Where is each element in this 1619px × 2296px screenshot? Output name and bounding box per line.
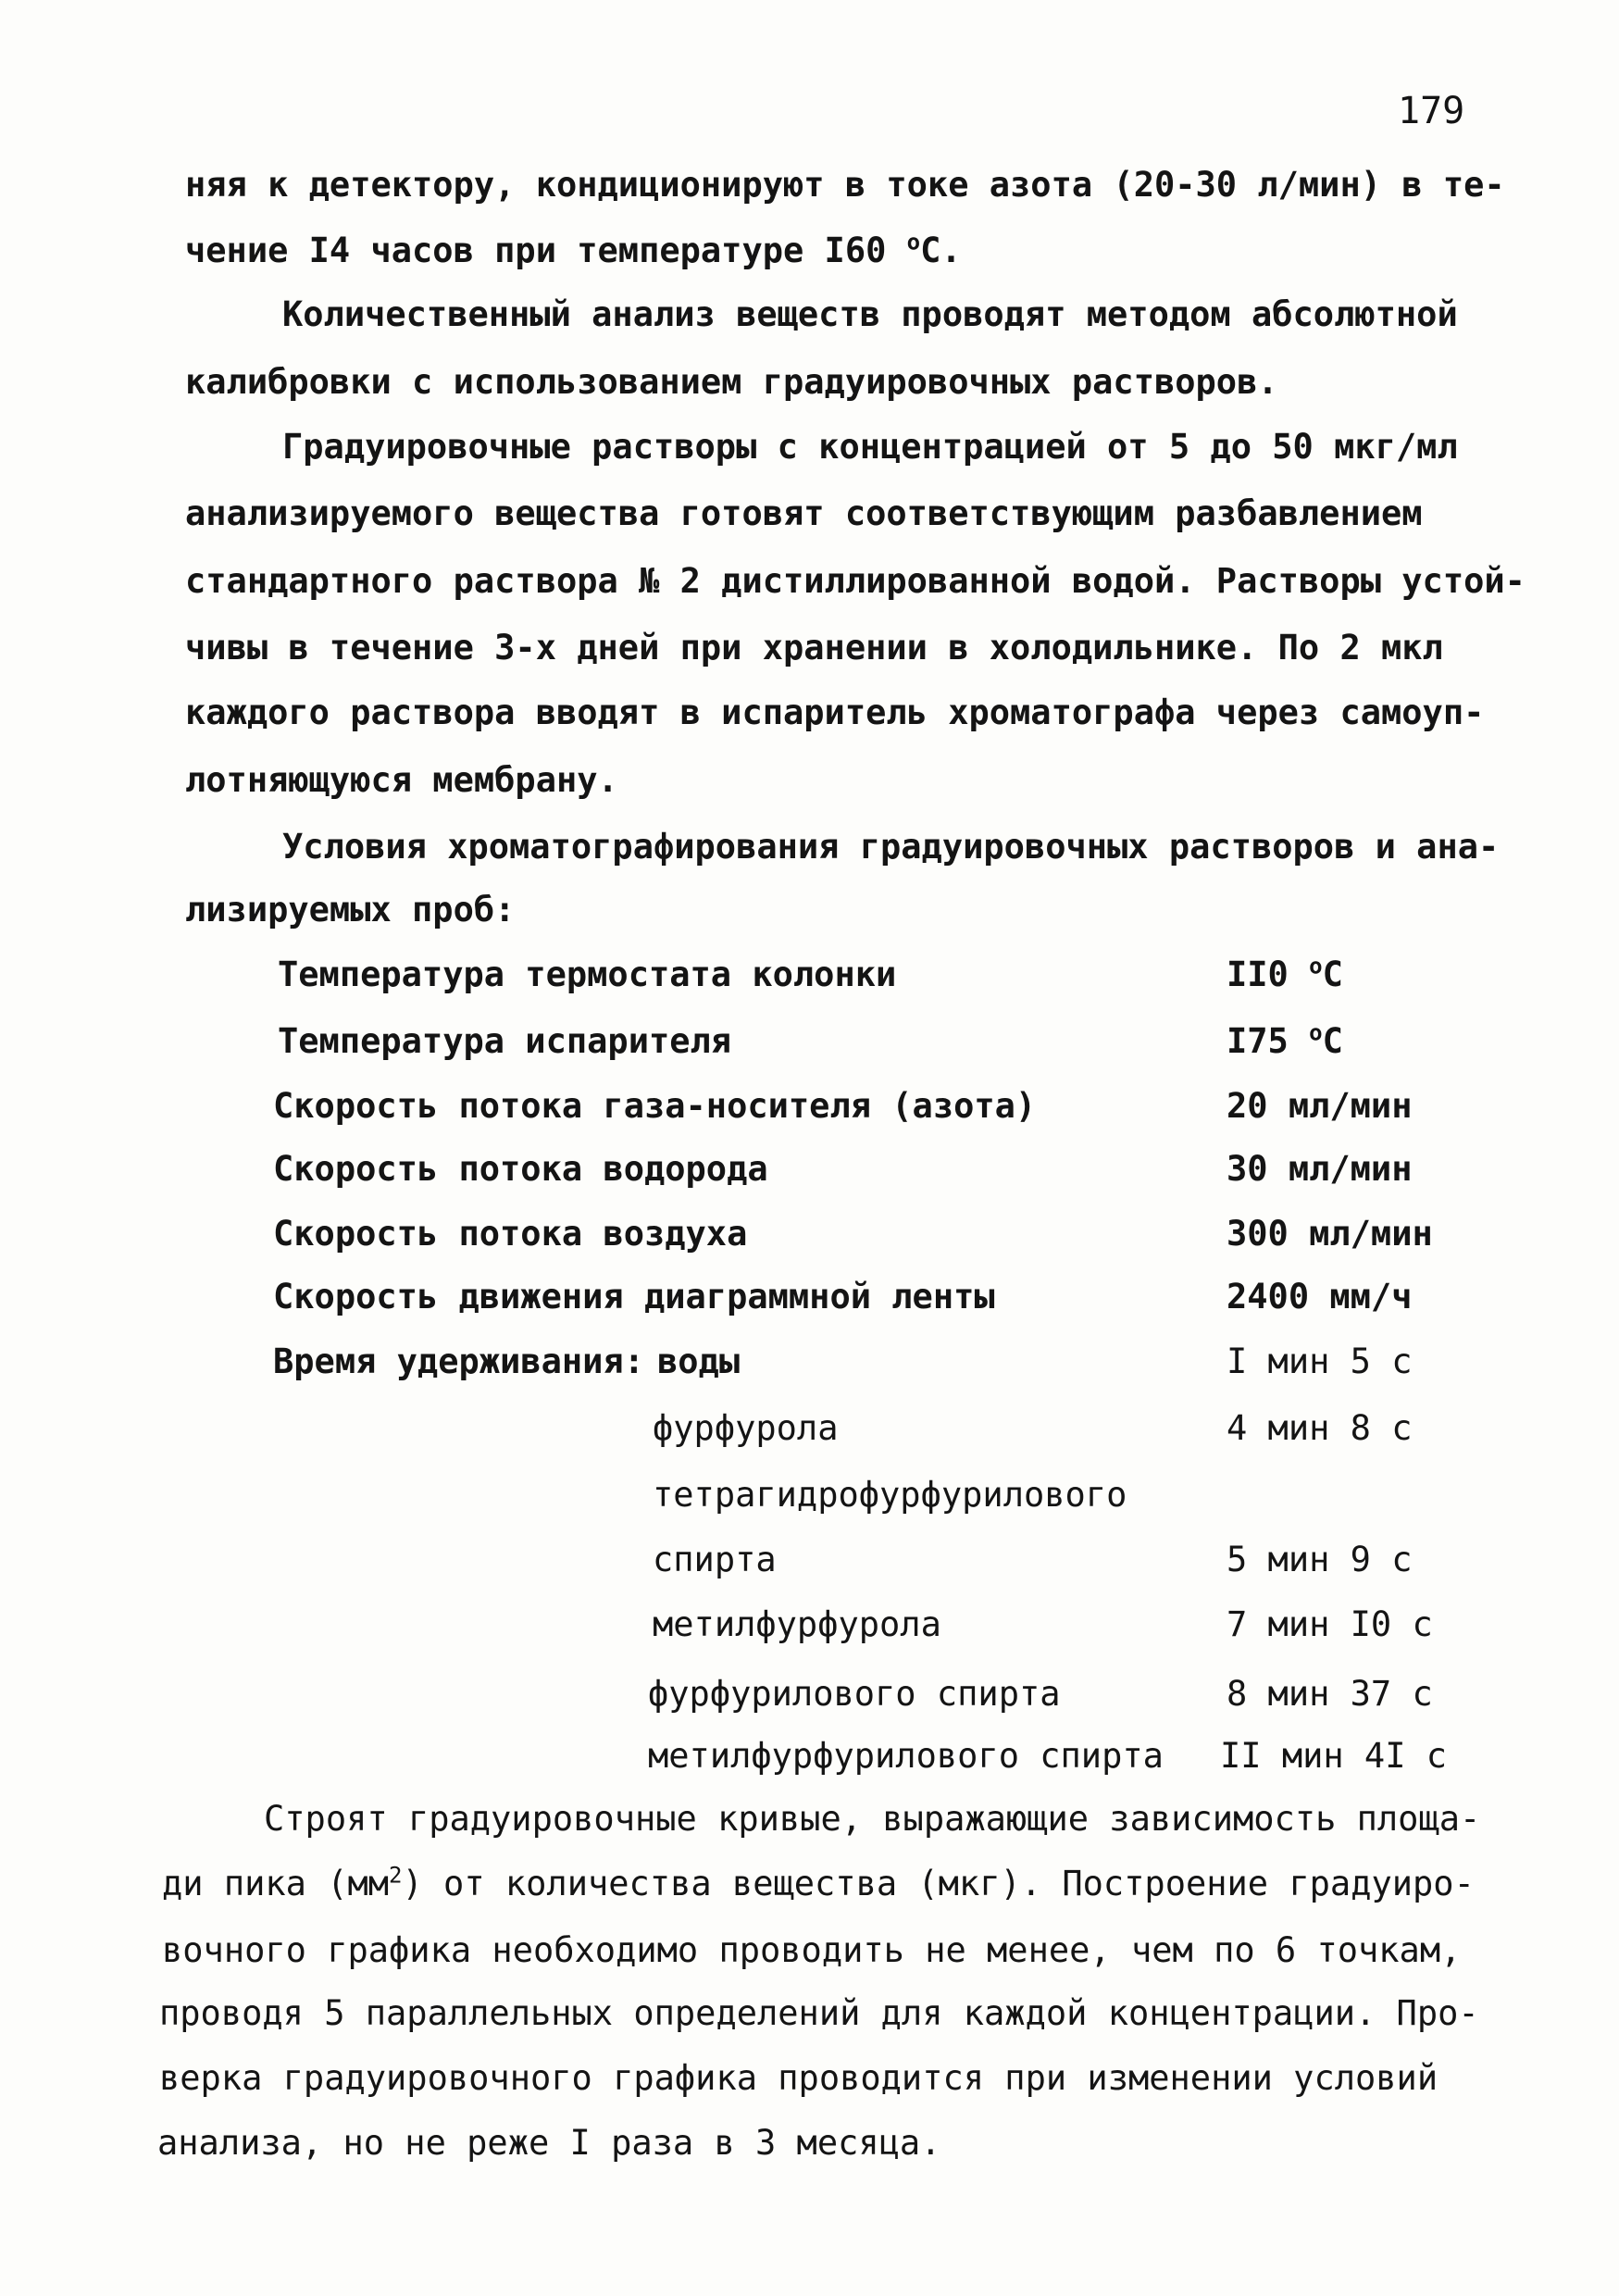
text-line: Строят градуировочные кривые, выражающие зависимость площа- xyxy=(264,1799,1481,1839)
retention-label: метилфурфурилового спирта xyxy=(648,1736,1164,1776)
text-line: ди пика $(мм^2)$ от количества вещества (мкг). Построение градуиро- xyxy=(162,1862,1475,1903)
retention-label: фурфурола xyxy=(653,1408,839,1448)
text-line: лизируемых проб: xyxy=(185,890,516,930)
condition-value: 20 мл/мин xyxy=(1227,1086,1413,1126)
condition-value: 300 мл/мин xyxy=(1227,1214,1433,1254)
text-line: чивы в течение 3-х дней при хранении в холодильнике. По 2 мкл xyxy=(185,628,1443,668)
text-line: Количественный анализ веществ проводят методом абсолютной xyxy=(282,294,1458,334)
condition-value: 30 мл/мин xyxy=(1227,1149,1413,1189)
condition-label: Скорость движения диаграммной ленты xyxy=(273,1277,995,1316)
text-line: чение I4 часов при температуре I60 $^o$C. xyxy=(185,229,962,270)
text-line: каждого раствора вводят в испаритель хроматографа через самоуп- xyxy=(185,693,1485,732)
condition-value: 2400 мм/ч xyxy=(1227,1277,1413,1316)
condition-label: Температура термостата колонки xyxy=(278,955,897,994)
text-line: вочного графика необходимо проводить не менее, чем по 6 точкам, xyxy=(162,1930,1462,1970)
condition-label: Температура испарителя xyxy=(278,1021,732,1061)
page-number: 179 xyxy=(1398,90,1465,132)
condition-label: Скорость потока газа-носителя (азота) xyxy=(273,1086,1037,1126)
text-line: калибровки с использованием градуировочных растворов. xyxy=(185,362,1278,402)
text-line: проводя 5 параллельных определений для каждой концентрации. Про- xyxy=(159,1993,1479,2033)
text-line: няя к детектору, кондиционируют в токе азота (20-30 л/мин) в те- xyxy=(185,165,1505,205)
retention-value: 7 мин I0 с xyxy=(1227,1604,1433,1644)
retention-heading: Время удерживания: xyxy=(273,1341,644,1381)
text-line: стандартного раствора № 2 дистиллированной водой. Растворы устой- xyxy=(185,561,1526,601)
retention-value: 8 мин 37 с xyxy=(1227,1674,1433,1714)
retention-value: I мин 5 с xyxy=(1227,1341,1413,1381)
text-line: Градуировочные растворы с концентрацией от 5 до 50 мкг/мл xyxy=(282,427,1458,467)
text-line: Условия хроматографирования градуировочных растворов и ана- xyxy=(282,827,1500,867)
retention-label: метилфурфурола xyxy=(653,1604,941,1644)
text-line: анализируемого вещества готовят соответствующим разбавлением xyxy=(185,493,1423,533)
retention-value: II мин 4I с xyxy=(1220,1736,1448,1776)
text-line: верка градуировочного графика проводится при изменении условий xyxy=(159,2058,1438,2098)
retention-label: воды xyxy=(657,1341,741,1381)
condition-value: I75 $^o$C xyxy=(1227,1019,1343,1061)
retention-value: 5 мин 9 с xyxy=(1227,1540,1413,1579)
retention-label: спирта xyxy=(653,1540,777,1579)
condition-label: Скорость потока воздуха xyxy=(273,1214,748,1254)
condition-value: II0 $^o$C xyxy=(1227,953,1343,994)
retention-value: 4 мин 8 с xyxy=(1227,1408,1413,1448)
condition-label: Скорость потока водорода xyxy=(273,1149,768,1189)
text-line: анализа, но не реже I раза в 3 месяца. xyxy=(157,2123,941,2163)
retention-label: фурфурилового спирта xyxy=(648,1674,1061,1714)
retention-label: тетрагидрофурфурилового xyxy=(653,1475,1127,1515)
text-line: лотняющуюся мембрану. xyxy=(185,760,618,800)
